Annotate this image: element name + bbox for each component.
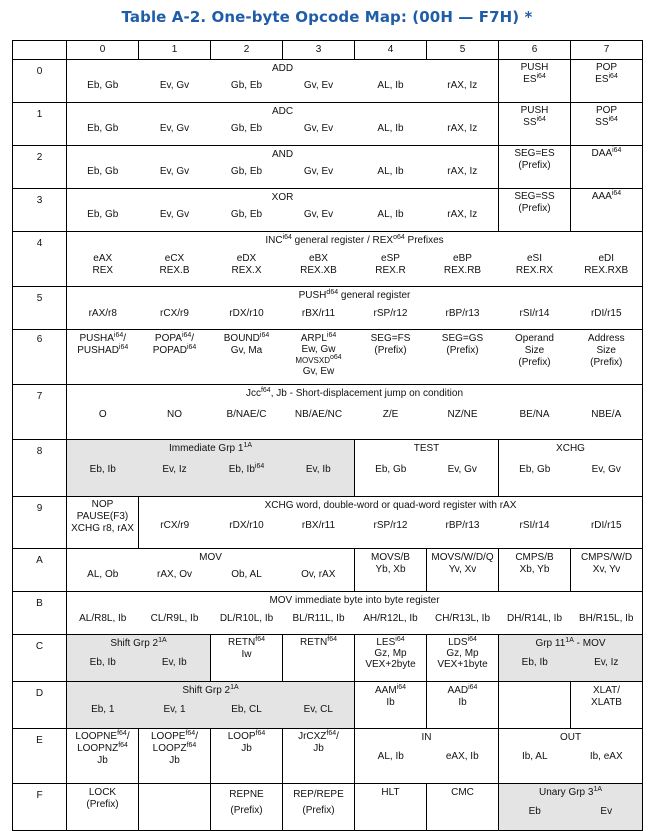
group-label: Jcc$^{f64}$, Jb - Short-displacement jump on condition — [67, 385, 643, 402]
opcode-cell: CMC — [427, 784, 499, 831]
opcode-cell: Ev, Gv — [139, 205, 211, 232]
row-header: D — [13, 682, 67, 729]
opcode-cell: NB/AE/NC — [283, 401, 355, 440]
table-row — [13, 232, 643, 249]
table-row — [13, 609, 643, 635]
opcode-cell: $LDS^{i64}$ Gz, Mp VEX+1byte — [427, 635, 499, 682]
opcode-cell: rBP/r13 — [427, 513, 499, 549]
column-header: 1 — [139, 41, 211, 60]
group-label: ADC — [67, 103, 499, 119]
opcode-cell: Ev, Gv — [139, 76, 211, 103]
opcode-cell: $RETN^{f64}$ — [283, 635, 355, 682]
group-label: XOR — [67, 189, 499, 205]
group-label: Grp $11^{1A}$ - MOV — [499, 635, 643, 653]
opcode-cell-empty — [499, 682, 571, 729]
group-label: TEST — [355, 440, 499, 458]
opcode-cell: SEG=GS (Prefix) — [427, 330, 499, 385]
opcode-cell: $PUSHA^{i64}/$ $PUSHAD^{i64}$ — [67, 330, 139, 385]
opcode-cell: Ib, AL — [499, 746, 571, 784]
row-header: 3 — [13, 189, 67, 232]
opcode-cell: $ARPL^{i64}$ Ew, Gw $MOVSXD^{o64}$ Gv, Ew — [283, 330, 355, 385]
opcode-cell: Ev, Gv — [427, 457, 499, 496]
table-row — [13, 248, 643, 286]
opcode-cell: Ob, AL — [211, 566, 283, 591]
group-label: Shift Grp $2^{1A}$ — [67, 682, 355, 700]
opcode-cell: BL/R11L, Ib — [283, 609, 355, 635]
opcode-cell: rSP/r12 — [355, 513, 427, 549]
table-row — [13, 592, 643, 609]
group-label: MOV — [67, 549, 355, 567]
opcode-cell: rAX, Iz — [427, 205, 499, 232]
opcode-cell: Ev, Ib — [139, 652, 211, 682]
opcode-cell: LOCK (Prefix) — [67, 784, 139, 831]
opcode-cell: eAX, Ib — [427, 746, 499, 784]
opcode-cell: eCX REX.B — [139, 248, 211, 286]
row-header: E — [13, 729, 67, 784]
opcode-cell: AL, Ib — [355, 746, 427, 784]
row-header: 6 — [13, 330, 67, 385]
opcode-map-table — [12, 40, 643, 831]
group-label: OUT — [499, 729, 643, 747]
opcode-cell: eAX REX — [67, 248, 139, 286]
opcode-cell: rDI/r15 — [571, 303, 643, 329]
table-row — [13, 440, 643, 458]
opcode-cell: REP/REPE (Prefix) — [283, 784, 355, 831]
opcode-cell: Operand Size (Prefix) — [499, 330, 571, 385]
opcode-cell: Eb, 1 — [67, 699, 139, 729]
opcode-cell: Eb, Gb — [67, 205, 139, 232]
table-row — [13, 635, 643, 653]
opcode-cell: Eb, Gb — [499, 457, 571, 496]
row-header: 2 — [13, 146, 67, 189]
opcode-cell: eSI REX.RX — [499, 248, 571, 286]
opcode-cell: NZ/NE — [427, 401, 499, 440]
opcode-cell: BE/NA — [499, 401, 571, 440]
opcode-cell: eBX REX.XB — [283, 248, 355, 286]
opcode-cell: rDX/r10 — [211, 303, 283, 329]
table-row — [13, 189, 643, 205]
row-header: C — [13, 635, 67, 682]
opcode-cell: AL, Ib — [355, 162, 427, 189]
opcode-cell: Address Size (Prefix) — [571, 330, 643, 385]
opcode-cell: Eb, CL — [211, 699, 283, 729]
opcode-cell: AH/R12L, Ib — [355, 609, 427, 635]
opcode-cell: AL, Ob — [67, 566, 139, 591]
opcode-cell: Eb, Gb — [355, 457, 427, 496]
opcode-cell: Ev, Iz — [571, 652, 643, 682]
column-header: 3 — [283, 41, 355, 60]
group-label: $PUSH^{d64}$ general register — [67, 287, 643, 304]
row-header: 0 — [13, 60, 67, 103]
group-label: XCHG word, double-word or quad-word register with rAX — [139, 497, 643, 514]
opcode-cell: Eb — [499, 801, 571, 831]
opcode-cell: $LOOP^{f64}$ Jb — [211, 729, 283, 784]
table-row — [13, 60, 643, 76]
opcode-cell: Gv, Ev — [283, 76, 355, 103]
opcode-cell: Gb, Eb — [211, 162, 283, 189]
opcode-cell: $LES^{i64}$ Gz, Mp VEX+2byte — [355, 635, 427, 682]
opcode-cell: Ov, rAX — [283, 566, 355, 591]
opcode-cell: Ev, Iz — [139, 457, 211, 496]
opcode-cell: rSI/r14 — [499, 303, 571, 329]
table-row — [13, 682, 643, 700]
opcode-cell: rSP/r12 — [355, 303, 427, 329]
column-header: 0 — [67, 41, 139, 60]
opcode-cell: SEG=ES (Prefix) — [499, 146, 571, 189]
opcode-cell-empty — [139, 784, 211, 831]
opcode-cell: $LOOPE^{f64}/$ $LOOPZ^{f64}$ Jb — [139, 729, 211, 784]
opcode-cell: Eb, $Ib^{i64}$ — [211, 457, 283, 496]
opcode-cell: rCX/r9 — [139, 513, 211, 549]
opcode-cell: $DAA^{i64}$ — [571, 146, 643, 189]
opcode-cell: Gb, Eb — [211, 205, 283, 232]
opcode-cell: CMPS/W/D Xv, Yv — [571, 549, 643, 592]
row-header: 8 — [13, 440, 67, 497]
opcode-cell: rAX, Iz — [427, 162, 499, 189]
opcode-cell: rSI/r14 — [499, 513, 571, 549]
opcode-cell: rAX, Ov — [139, 566, 211, 591]
column-header: 5 — [427, 41, 499, 60]
group-label: XCHG — [499, 440, 643, 458]
table-row — [13, 330, 643, 385]
opcode-cell: rAX, Iz — [427, 119, 499, 146]
opcode-cell: POP $SS^{i64}$ — [571, 103, 643, 146]
opcode-cell: AL/R8L, Ib — [67, 609, 139, 635]
table-row — [13, 385, 643, 402]
group-label: ADD — [67, 60, 499, 76]
opcode-cell: $POPA^{i64}/$ $POPAD^{i64}$ — [139, 330, 211, 385]
opcode-cell: rBP/r13 — [427, 303, 499, 329]
row-header: 7 — [13, 385, 67, 440]
opcode-cell: Gb, Eb — [211, 76, 283, 103]
opcode-cell: Eb, Gb — [67, 76, 139, 103]
opcode-cell: NO — [139, 401, 211, 440]
row-header: 4 — [13, 232, 67, 287]
opcode-cell: $AAD^{i64}$ Ib — [427, 682, 499, 729]
opcode-cell: POP $ES^{i64}$ — [571, 60, 643, 103]
row-header: 5 — [13, 287, 67, 330]
opcode-cell: CL/R9L, Ib — [139, 609, 211, 635]
opcode-cell: eDI REX.RXB — [571, 248, 643, 286]
opcode-cell: REPNE (Prefix) — [211, 784, 283, 831]
opcode-cell: AL, Ib — [355, 205, 427, 232]
opcode-cell: Eb, Ib — [499, 652, 571, 682]
group-label: MOV immediate byte into byte register — [67, 592, 643, 609]
opcode-cell: $RETN^{f64}$ Iw — [211, 635, 283, 682]
group-label: Immediate Grp $1^{1A}$ — [67, 440, 355, 458]
opcode-cell: Gv, Ev — [283, 162, 355, 189]
group-label: $INC^{i64}$ general register / $REX^{o64}$ Prefixes — [67, 232, 643, 249]
opcode-cell: Ib, eAX — [571, 746, 643, 784]
opcode-cell: HLT — [355, 784, 427, 831]
table-title: Table A-2. One-byte Opcode Map: (00H — F7H) * — [121, 8, 533, 26]
opcode-cell: eBP REX.RB — [427, 248, 499, 286]
column-header: 7 — [571, 41, 643, 60]
opcode-cell: Ev, CL — [283, 699, 355, 729]
table-row — [13, 784, 643, 802]
opcode-cell: O — [67, 401, 139, 440]
opcode-cell: PUSH $ES^{i64}$ — [499, 60, 571, 103]
table-row — [13, 146, 643, 162]
opcode-cell: B/NAE/C — [211, 401, 283, 440]
opcode-cell: Z/E — [355, 401, 427, 440]
opcode-cell: JrCXZ$^{f64}$/ Jb — [283, 729, 355, 784]
column-header: 4 — [355, 41, 427, 60]
opcode-cell: AL, Ib — [355, 119, 427, 146]
opcode-cell: AL, Ib — [355, 76, 427, 103]
table-row — [13, 401, 643, 440]
group-label: IN — [355, 729, 499, 747]
opcode-cell: rCX/r9 — [139, 303, 211, 329]
group-label: AND — [67, 146, 499, 162]
row-header: 1 — [13, 103, 67, 146]
table-row — [13, 103, 643, 119]
opcode-cell: Eb, Gb — [67, 119, 139, 146]
opcode-cell: $AAA^{i64}$ — [571, 189, 643, 232]
opcode-cell: Gv, Ev — [283, 119, 355, 146]
opcode-cell: Gv, Ev — [283, 205, 355, 232]
opcode-cell: Ev — [571, 801, 643, 831]
opcode-cell: SEG=SS (Prefix) — [499, 189, 571, 232]
table-row — [13, 729, 643, 747]
opcode-cell: Ev, Gv — [139, 162, 211, 189]
opcode-cell: Eb, Ib — [67, 652, 139, 682]
corner-cell — [13, 41, 67, 60]
opcode-cell: DH/R14L, Ib — [499, 609, 571, 635]
opcode-cell: CMPS/B Xb, Yb — [499, 549, 571, 592]
opcode-cell: SEG=FS (Prefix) — [355, 330, 427, 385]
table-row — [13, 303, 643, 329]
opcode-cell: XLAT/ XLATB — [571, 682, 643, 729]
table-row — [13, 549, 643, 567]
opcode-cell: MOVS/W/D/Q Yv, Xv — [427, 549, 499, 592]
column-header-row — [13, 41, 643, 60]
opcode-cell: $LOOPNE^{f64}/$ $LOOPNZ^{f64}$ Jb — [67, 729, 139, 784]
opcode-cell: rDX/r10 — [211, 513, 283, 549]
opcode-cell: Gb, Eb — [211, 119, 283, 146]
opcode-cell: Ev, Gv — [139, 119, 211, 146]
opcode-cell: NBE/A — [571, 401, 643, 440]
group-label: Unary Grp $3^{1A}$ — [499, 784, 643, 802]
row-header: A — [13, 549, 67, 592]
opcode-cell: eDX REX.X — [211, 248, 283, 286]
table-row — [13, 287, 643, 304]
opcode-cell: rAX, Iz — [427, 76, 499, 103]
table-row — [13, 497, 643, 514]
opcode-cell: $AAM^{i64}$ Ib — [355, 682, 427, 729]
column-header: 2 — [211, 41, 283, 60]
row-header: B — [13, 592, 67, 635]
opcode-cell: CH/R13L, Ib — [427, 609, 499, 635]
opcode-cell: Eb, Gb — [67, 162, 139, 189]
column-header: 6 — [499, 41, 571, 60]
opcode-cell: rBX/r11 — [283, 513, 355, 549]
row-header: F — [13, 784, 67, 831]
opcode-cell: MOVS/B Yb, Xb — [355, 549, 427, 592]
opcode-cell: BH/R15L, Ib — [571, 609, 643, 635]
opcode-cell: rBX/r11 — [283, 303, 355, 329]
opcode-cell: DL/R10L, Ib — [211, 609, 283, 635]
table-row — [13, 457, 643, 496]
opcode-cell: PUSH $SS^{i64}$ — [499, 103, 571, 146]
opcode-cell: Eb, Ib — [67, 457, 139, 496]
opcode-cell: NOP PAUSE(F3) XCHG r8, rAX — [67, 497, 139, 549]
opcode-cell: eSP REX.R — [355, 248, 427, 286]
opcode-cell: $BOUND^{i64}$ Gv, Ma — [211, 330, 283, 385]
group-label: Shift Grp $2^{1A}$ — [67, 635, 211, 653]
opcode-cell: Ev, 1 — [139, 699, 211, 729]
opcode-cell: rDI/r15 — [571, 513, 643, 549]
opcode-cell: Ev, Ib — [283, 457, 355, 496]
row-header: 9 — [13, 497, 67, 549]
opcode-cell: Ev, Gv — [571, 457, 643, 496]
opcode-cell: rAX/r8 — [67, 303, 139, 329]
